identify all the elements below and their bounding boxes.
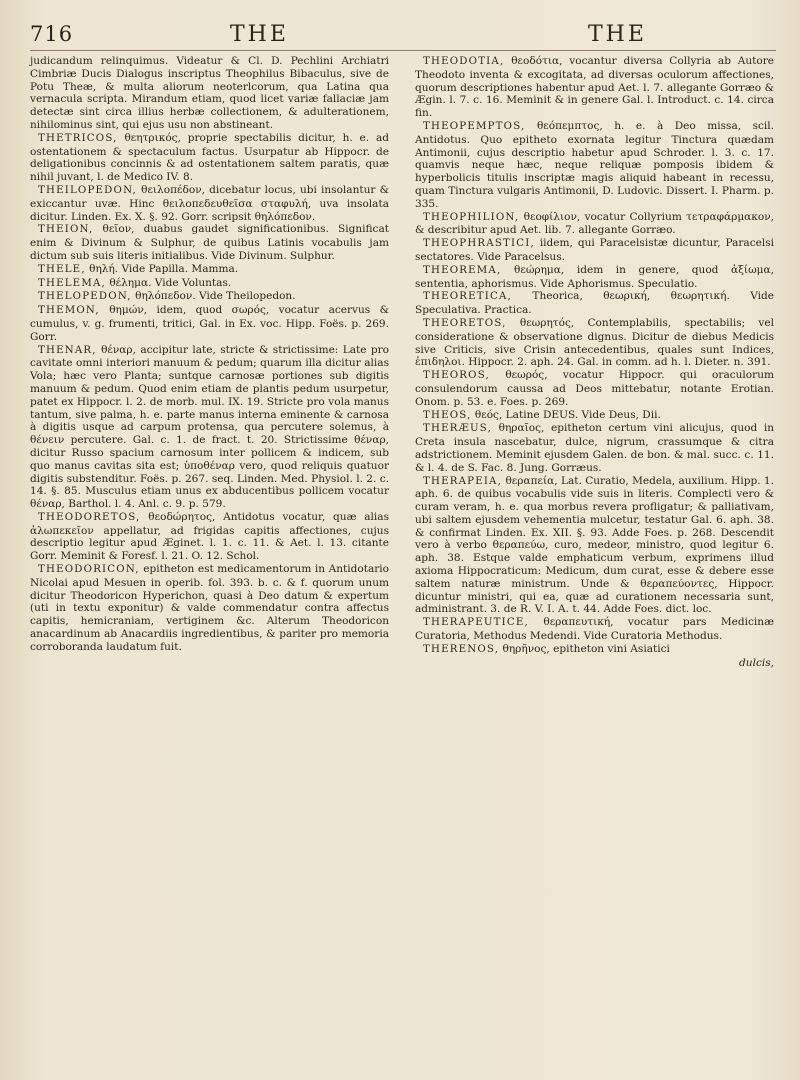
entry-headword: THEION, [38, 224, 94, 236]
text-columns [30, 55, 776, 669]
dictionary-entry [415, 616, 774, 643]
dictionary-entry [30, 563, 389, 654]
entry-text: θεραπεία, Lat. Curatio, Medela, auxilium. Hipp. 1. aph. 6. de quibus vocabulis vide suis in literis. Complecti vero & curam veram, h. e. qua morbus revera profligatur; & palliativam, ubi saltem ejusdem vehementia mulcetur, testatur Gal. 6. aph. 38. & confirmat Linden. Ex. XII. §. 93. Adde Foes. p. 268. Descendit vero à verbo θεραπεύω, curo, medeor, ministro, quod legitur 6. aph. 38. Estque valde emphaticum verbum, exprimens illud axioma Hippocraticum: Medicum, dum curat, esse & debere esse saltem naturæ ministrum. Unde & θεραπεύοντες, Hippocr. dicuntur ministri, qui ea, quæ ad curationem necessaria sunt, administrant. 3. de R. V. I. A. t. 44. Adde Foes. dict. loc. [415, 474, 774, 616]
entry-headword: THEODOTIA, [423, 56, 505, 67]
right-column [415, 55, 774, 669]
entry-headword: THELEMA, [38, 277, 106, 289]
entry-headword: THELOPEDON, [38, 291, 132, 303]
entry-text: θηλόπεδον. Vide Theilopedon. [135, 290, 296, 303]
entry-text: θεώρημα, idem in genere, quod ἀξίωμα, sententia, aphorismus. Vide Aphorismus. Speculatio. [415, 263, 774, 290]
entry-headword: THERENOS, [423, 643, 500, 655]
dictionary-entry [415, 120, 774, 211]
dictionary-entry [415, 409, 774, 423]
dictionary-entry [30, 184, 389, 223]
dictionary-entry [30, 263, 389, 277]
entry-headword: THELE, [38, 263, 86, 275]
running-head-right: THE [588, 22, 647, 47]
entry-text: θηρῆνος, epitheton vini Asiatici [502, 642, 670, 655]
entry-text: θειλοπέδον, dicebatur locus, ubi insolantur & exiccantur uvæ. Hinc θειλοπεδευθεῖσα σταφυλή, uva insolata dicitur. Linden. Ex. X. §. 92. Gorr. scripsit θηλόπεδον. [30, 183, 389, 223]
entry-text: θεητρικός, proprie spectabilis dicitur, h. e. ad ostentationem & spectaculum factus. Usurpatur ab Hippocr. de deligationibus concinnis & ad ostentationem saltem paratis, quæ nihil juvant, l. de Medico IV. 8. [30, 131, 389, 184]
entry-headword: THEOPHILION, [423, 211, 520, 223]
dictionary-entry [415, 290, 774, 317]
dictionary-entry [415, 475, 774, 617]
entry-headword: THETRICOS, [38, 132, 118, 144]
entry-text: judicandum relinquimus. Videatur & Cl. D. Pechlini Archiatri Cimbriæ Ducis Dialogus inscriptus Theophilus Bibaculus, sive de Potu Theæ, & multa aliorum neoterlcorum, qua Latina qua vernacula scripta. Mirandum etiam, quod licet variæ fallaciæ jam detectæ sint circa illius herbæ collectionem, & adulterationem, nihilominus sint, qui ejus usu non abstineant. [30, 55, 389, 131]
dictionary-entry [30, 290, 389, 304]
catchword: dulcis, [739, 656, 774, 669]
dictionary-entry [30, 304, 389, 343]
dictionary-entry [415, 264, 774, 291]
page-header [30, 18, 776, 51]
entry-headword: THEORETICA, [423, 291, 512, 303]
entry-text: θηραῖος, epitheton certum vini alicujus, quod in Creta insula nascebatur, dulce, nigrum, crassumque & citra adstrictionem. Meminit ejusdem Galen. de bon. & mal. succ. c. 11. & l. 4. de S. Fac. 8. Jung. Gorræus. [415, 422, 774, 474]
entry-text: θεωρητός, Contemplabilis, spectabilis; vel consideratione & observatione dignus. Dicitur de diebus Medicis sive Criticis, sive Crisin antecedentibus, quales sunt Indices, ἐπιδηλοι. Hippocr. 2. aph. 24. Gal. in comm. ad h. l. Dieter. n. 391. [415, 316, 774, 369]
dictionary-entry [415, 369, 774, 408]
entry-headword: THEOROS, [423, 370, 490, 382]
running-head-left: THE [230, 22, 289, 47]
entry-text: θέλημα. Vide Voluntas. [109, 276, 232, 289]
page-number: 716 [30, 22, 74, 46]
entry-text: θεοδότια, vocantur diversa Collyria ab Autore Theodoto inventa & excogitata, ad diversas oculorum affectiones, quorum descriptiones habentur apud Aet. l. 7. allegante Gorræo & Ægin. l. 7. c. 16. Meminit & in genere Gal. l. Introduct. c. 14. circa fin. [415, 55, 775, 120]
entry-headword: THEORETOS, [423, 317, 507, 329]
entry-headword: THEOREMA, [423, 264, 502, 276]
entry-headword: THERAPEIA, [423, 475, 503, 487]
dictionary-entry [30, 344, 389, 511]
entry-headword: THERAPEUTICE, [423, 617, 529, 629]
left-column [30, 55, 389, 669]
entry-headword: THEOPEMPTOS, [423, 120, 526, 132]
entry-headword: THEMON, [38, 305, 100, 317]
entry-text: θεός, Latine DEUS. Vide Deus, Dii. [474, 408, 661, 421]
dictionary-entry [30, 277, 389, 291]
entry-text: θέναρ, accipitur late, stricte & strictissime: Late pro cavitate omni interiori manuum & pedum; quarum illa dicitur alias Vola; hæc vero Planta; suntque carnosæ portiones sub digitis manuum & pedum. Quod enim etiam de plantis pedum usurpetur, patet ex Hippocr. l. 2. de morb. mul. IX. 19. Stricte pro vola manus tantum, sive palma, h. e. parte manus interna eminente & carnosa à digitis usque ad carpum protensa, qua percutere solemus, à θένειν percutere. Gal. c. 1. de fract. t. 20. Strictissime θέναρ, dicitur Russo spacium carnosum inter pollicem & indicem, sub quo manus cavitas sita est; ὑποθέναρ vero, quod reliquis quatuor digitis substenditur. Foës. p. 267. seq. Linden. Med. Physiol. l. 2. c. 14. §. 85. Musculus etiam unus ex abducentibus pollicem vocatur θέναρ, Barthol. l. 4. Anl. c. 9. p. 579. [30, 343, 390, 511]
entry-text: θεοφίλιον, vocatur Collyrium τετραφάρμακον, & describitur apud Aet. lib. 7. allegante Gorræo. [415, 210, 774, 237]
entry-headword: THEOPHRASTICI, [423, 238, 535, 250]
entry-headword: THEILOPEDON, [38, 184, 137, 196]
entry-text: θημών, idem, quod σωρός, vocatur acervus & cumulus, v. g. frumenti, tritici, Gal. in Ex. voc. Hipp. Foës. p. 269. Gorr. [30, 304, 389, 343]
entry-text: θεραπευτική, vocatur pars Medicinæ Curatoria, Methodus Medendi. Vide Curatoria Methodus. [415, 616, 774, 643]
dictionary-entry [415, 55, 774, 120]
entry-text: epitheton est medicamentorum in Antidotario Nicolai apud Mesuen in operib. fol. 393. b. c. & f. quorum unum dicitur Theodoricon Hyperichon, quasi à Deo datum & expertum (uti in textu exponitur) & valde commendatur contra affectus capitis, hemicraniam, vertiginem &c. Alterum Theodoricon anacardinum ab Anacardiis ingredientibus, & pariter pro memoria corroboranda laudatum fuit. [30, 563, 390, 653]
dictionary-entry [415, 237, 774, 264]
entry-text: θηλή. Vide Papilla. Mamma. [89, 262, 239, 275]
dictionary-entry [415, 422, 774, 474]
dictionary-entry [30, 511, 389, 563]
entry-headword: THEODORICON, [38, 564, 140, 576]
entry-headword: THENAR, [38, 344, 97, 356]
entry-text: θεῖον, duabus gaudet significationibus. Significat enim & Divinum & Sulphur, de quibus Latinis vocabulis jam dictum sub suis literis initialibus. Vide Divinum. Sulphur. [30, 223, 389, 262]
dictionary-entry [415, 643, 774, 657]
entry-text: iidem, qui Paracelsistæ dicuntur, Paracelsi sectatores. Vide Paracelsus. [415, 237, 775, 263]
dictionary-entry [415, 211, 774, 238]
entry-headword: THEOS, [423, 409, 472, 421]
dictionary-entry [30, 223, 389, 262]
entry-text: θεόπεμπτος, h. e. à Deo missa, scil. Antidotus. Quo epitheto exornata legitur Tinctura quædam Antimonii, cujus descriptio habetur apud Schroder. l. 3. c. 17. quamvis neque hæc, neque reliquæ pomposis ibidem & hyperbolicis titulis inscriptæ magis aliquid habeant in recessu, quam Tinctura vulgaris Antimonii, D. Ludovic. Dissert. I. Pharm. p. 335. [415, 119, 774, 210]
entry-text: θεοδώρητος, Antidotus vocatur, quæ alias ἀλωπεκεῖον appellatur, ad frigidas capitis affectiones, cujus descriptio legitur apud Æginet. l. 1. c. 11. & Aet. l. 13. citante Gorr. Meminit & Foresf. l. 21. O. 12. Schol. [30, 510, 389, 563]
dictionary-entry [30, 55, 389, 132]
dictionary-entry [415, 317, 774, 369]
entry-headword: THERÆUS, [423, 423, 493, 435]
entry-text: Theorica, θεωρική, θεωρητική. Vide Speculativa. Practica. [415, 290, 775, 317]
entry-headword: THEODORETOS, [38, 511, 141, 523]
entry-text: θεωρός, vocatur Hippocr. qui oraculorum consulendorum caussa ad Deos mittebatur, notante Erotian. Onom. p. 53. e. Foes. p. 269. [415, 369, 774, 408]
dictionary-entry [30, 132, 389, 184]
